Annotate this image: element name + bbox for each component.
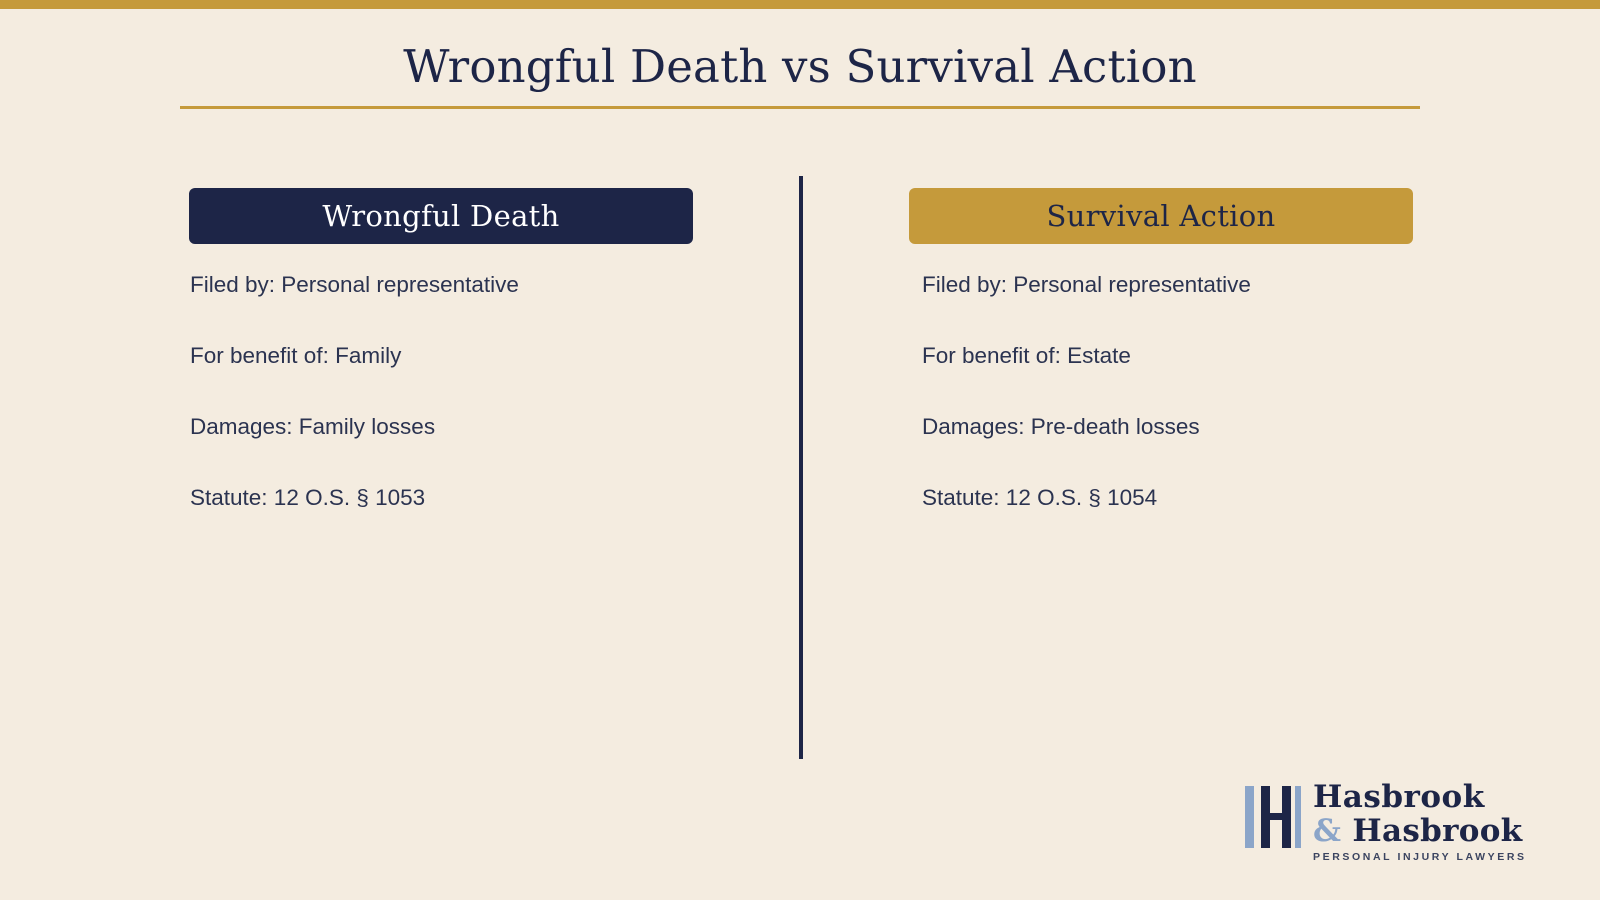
logo-wordmark <box>1313 780 1565 863</box>
comparison-column-wrongful-death <box>189 188 693 554</box>
ampersand-glyph: & <box>1313 813 1342 849</box>
vertical-divider <box>799 176 803 759</box>
list-item: Statute: 12 O.S. § 1054 <box>922 485 1158 510</box>
list-item: For benefit of: Estate <box>922 343 1131 368</box>
title-underline-rule <box>180 106 1420 109</box>
list-item: Damages: Pre-death losses <box>922 414 1200 439</box>
page-title: Wrongful Death vs Survival Action <box>403 40 1197 93</box>
list-item: Statute: 12 O.S. § 1053 <box>190 485 426 510</box>
list-item: For benefit of: Family <box>190 343 402 368</box>
column-rows-wrongful-death <box>189 270 693 513</box>
column-header-survival-action: Survival Action <box>909 188 1413 244</box>
logo-tagline: PERSONAL INJURY LAWYERS <box>1313 851 1527 863</box>
brand-logo <box>1245 779 1565 867</box>
logo-line-1: Hasbrook <box>1313 779 1485 815</box>
comparison-column-survival-action <box>909 188 1413 554</box>
column-header-wrongful-death: Wrongful Death <box>189 188 693 244</box>
list-item: Filed by: Personal representative <box>190 272 519 297</box>
logo-line-2-text: Hasbrook <box>1352 813 1523 849</box>
top-accent-bar <box>0 0 1600 9</box>
column-rows-survival-action <box>909 270 1413 513</box>
list-item: Damages: Family losses <box>190 414 436 439</box>
list-item: Filed by: Personal representative <box>922 272 1251 297</box>
logo-line-2 <box>1313 814 1565 848</box>
logo-monogram-icon <box>1245 786 1301 848</box>
